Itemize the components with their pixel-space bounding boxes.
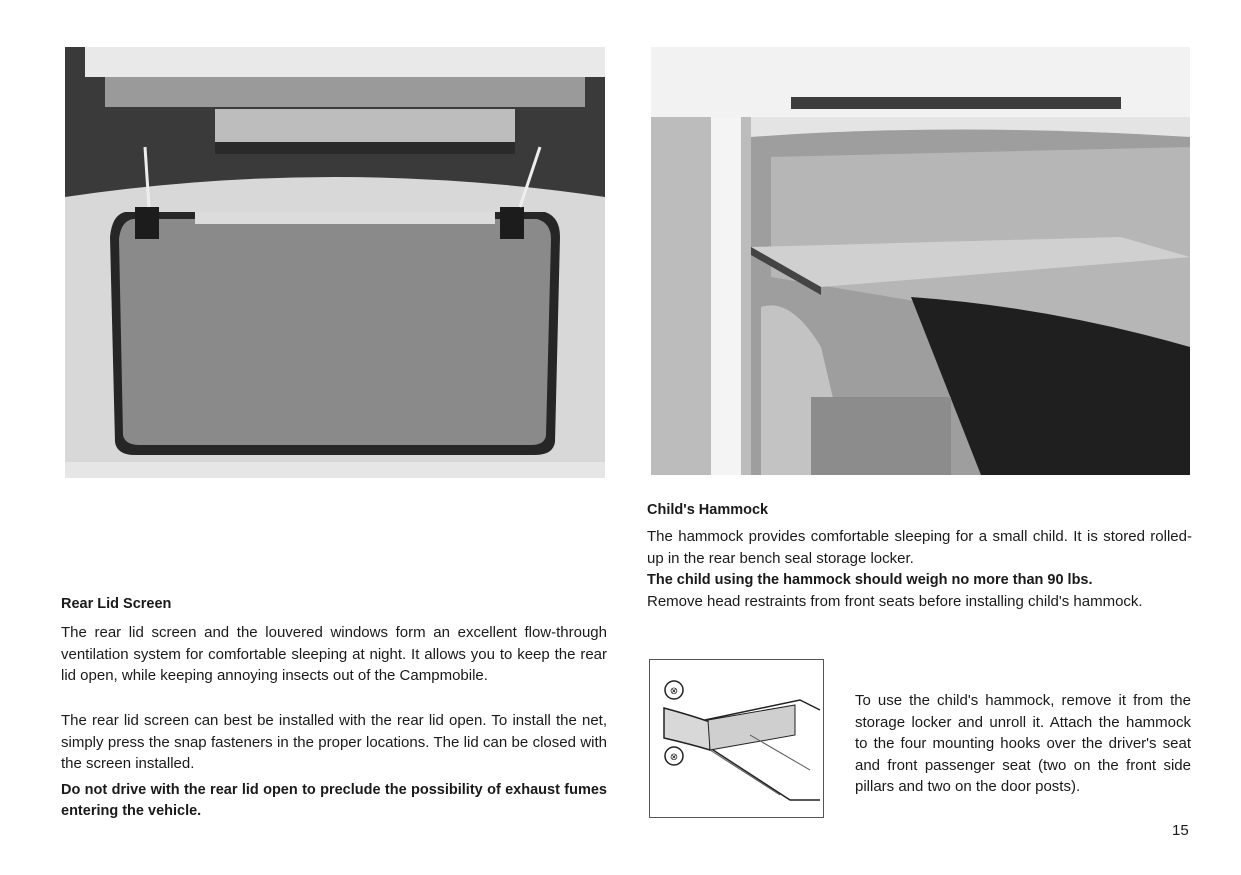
rear-lid-screen-photo [65,47,605,478]
hammock-hook-diagram [649,659,824,818]
hammock-paragraph-3: To use the child's hammock, remove it from the storage locker and unroll it. Attach the hammock to the four mounting hooks over the driver's seat and front passenger seat (two on the front side pillars and two on the door posts). [855,692,1191,795]
hammock-weight-warning: The child using the hammock should weigh no more than 90 lbs. [647,572,1093,588]
rear-lid-warning: Do not drive with the rear lid open to preclude the possibility of exhaust fumes entering the vehicle. [61,782,607,819]
childs-hammock-photo [651,47,1190,475]
rear-lid-paragraph-2: The rear lid screen can best be installed with the rear lid open. To install the net, simply press the snap fasteners in the proper locations. The lid can be closed with the screen installed. [61,712,607,772]
rear-lid-paragraph-1: The rear lid screen and the louvered windows form an excellent flow-through ventilation system for comfortable sleeping at night. It allows you to keep the rear lid open, while keeping annoying insects out of the Campmobile. [61,624,607,684]
section-title-rear-lid-screen: Rear Lid Screen [61,596,172,612]
section-title-childs-hammock: Child's Hammock [647,502,769,518]
hammock-paragraph-1: The hammock provides comfortable sleeping for a small child. It is stored rolled-up in the rear bench seal storage locker. [647,528,1192,567]
page-number: 15 [1172,822,1189,839]
svg-text:⊗: ⊗ [669,686,679,697]
hammock-paragraph-2: Remove head restraints from front seats before installing child's hammock. [647,593,1143,610]
svg-text:⊗: ⊗ [669,752,679,763]
